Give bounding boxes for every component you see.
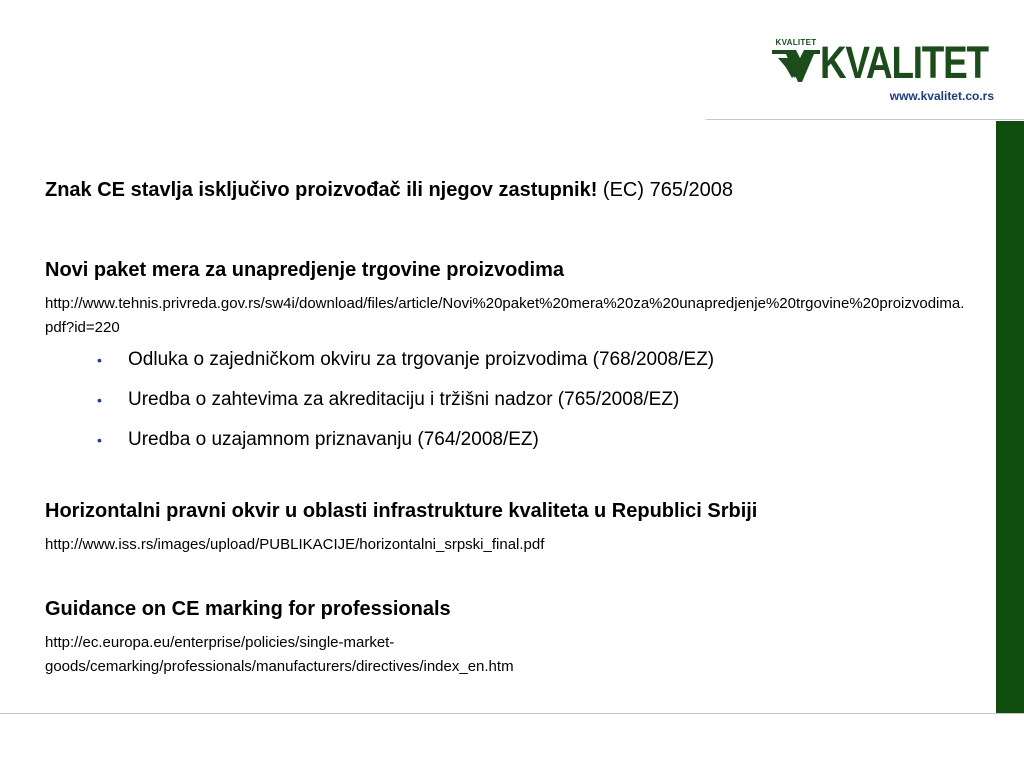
list-item-text: Odluka o zajedničkom okviru za trgovanje proizvodima (768/2008/EZ) xyxy=(128,349,715,370)
list-item-text: Uredba o uzajamnom priznavanju (764/2008/EZ) xyxy=(128,429,539,450)
logo-website-url[interactable]: www.kvalitet.co.rs xyxy=(889,89,994,103)
horizontalni-link[interactable]: http://www.iss.rs/images/upload/PUBLIKACIJE/horizontalni_srpski_final.pdf xyxy=(45,536,545,553)
ce-heading-bold: Znak CE stavlja isključivo proizvođač ili njegov zastupnik! xyxy=(45,179,598,201)
paket-regulations-list xyxy=(45,340,965,460)
guidance-link[interactable] xyxy=(45,631,965,679)
side-accent-bar xyxy=(996,121,1024,713)
header-divider xyxy=(706,119,1024,120)
guidance-link-line2: goods/cemarking/professionals/manufacturers/directives/index_en.htm xyxy=(45,658,514,675)
horizontalni-heading: Horizontalni pravni okvir u oblasti infrastrukture kvaliteta u Republici Srbiji xyxy=(45,500,758,522)
bullet-icon: • xyxy=(97,352,102,368)
ce-heading xyxy=(45,176,965,204)
kvalitet-logo xyxy=(770,38,996,104)
logo-emblem xyxy=(770,38,824,88)
ce-heading-regulation: (EC) 765/2008 xyxy=(597,179,734,201)
bullet-icon: • xyxy=(97,392,102,408)
list-item xyxy=(97,380,965,420)
slide-content xyxy=(45,176,965,679)
paket-heading: Novi paket mera za unapredjenje trgovine proizvodima xyxy=(45,259,565,281)
bullet-icon: • xyxy=(97,432,102,448)
guidance-heading: Guidance on CE marking for professionals xyxy=(45,598,451,620)
paket-link[interactable]: http://www.tehnis.privreda.gov.rs/sw4i/download/files/article/Novi%20paket%20mera%20za%20unapredjenje%20trgovine%20proizvodima.pdf?id=220 xyxy=(45,295,965,336)
list-item xyxy=(97,420,965,460)
guidance-link-line1: http://ec.europa.eu/enterprise/policies/single-market- xyxy=(45,634,395,651)
footer-divider xyxy=(0,713,1024,714)
list-item xyxy=(97,340,965,380)
logo-emblem-text: KVALITET xyxy=(775,38,817,47)
logo-wordmark: KVALITET xyxy=(820,37,988,88)
list-item-text: Uredba o zahtevima za akreditaciju i tržišni nadzor (765/2008/EZ) xyxy=(128,389,680,410)
